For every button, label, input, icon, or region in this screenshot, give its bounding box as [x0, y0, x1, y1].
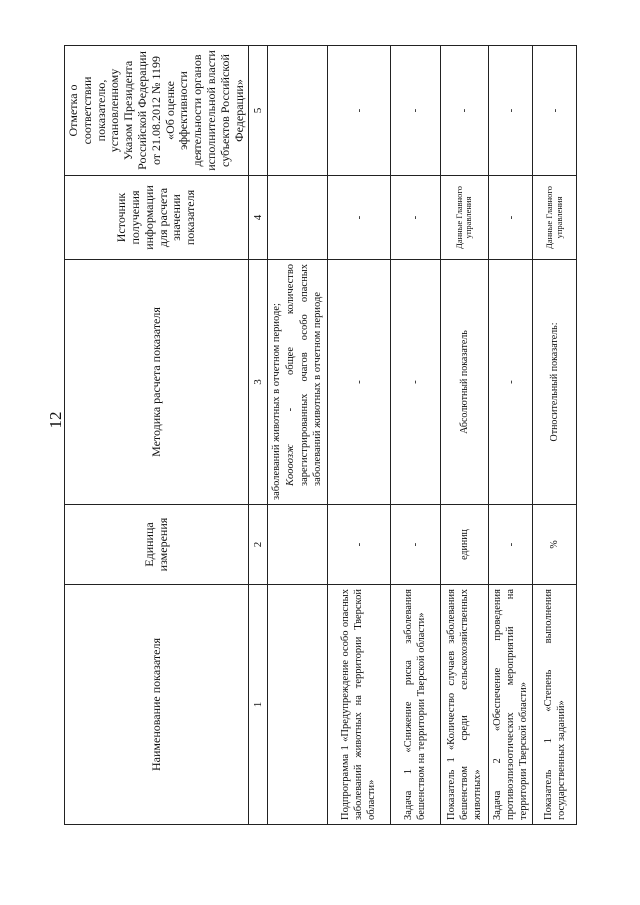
header-unit: Единица измерения: [65, 505, 249, 585]
table-row: [390, 46, 440, 825]
row-source: -: [488, 176, 532, 260]
row-unit: -: [488, 505, 532, 585]
table-row: [327, 46, 390, 825]
row-mark: -: [533, 46, 577, 176]
row-source: -: [390, 176, 440, 260]
continuation-method-cell: [268, 260, 328, 505]
column-number: 3: [249, 260, 268, 505]
column-number: 1: [249, 585, 268, 825]
column-number: 4: [249, 176, 268, 260]
page-number: 12: [46, 411, 65, 429]
formula-description: - общее количество зарегистрированных очагов особо опасных заболеваний животных в отчетном периоде: [285, 264, 324, 486]
continuation-row: [268, 46, 328, 825]
header-compliance-mark: Отметка о соответствии показателю, установленному Указом Президента Российской Федерации от 21.08.2012 № 1199 «Об оценке эффективности деятельности органов исполнительной власти субъектов Российской Федерации»: [65, 46, 249, 176]
row-method: Абсолютный показатель: [440, 260, 488, 505]
row-method: Относительный показатель:: [533, 260, 577, 505]
table-cell: [268, 505, 328, 585]
header-method: Методика расчета показателя: [65, 260, 249, 505]
column-number-row: [249, 46, 268, 825]
row-unit: -: [327, 505, 390, 585]
table-row: [440, 46, 488, 825]
row-name: Подпрограмма 1 «Предупреждение особо опасных заболеваний животных на территории Тверской области»: [327, 585, 390, 825]
table-cell: [268, 585, 328, 825]
row-name: Задача 2 «Обеспечение проведения противоэпизоотических мероприятий на территории Тверской области»: [488, 585, 532, 825]
row-unit: %: [533, 505, 577, 585]
table-cell: [268, 176, 328, 260]
table-row: [533, 46, 577, 825]
row-unit: -: [390, 505, 440, 585]
row-name: Задача 1 «Снижение риска заболевания бешенством на территории Тверской области»: [390, 585, 440, 825]
row-method: -: [488, 260, 532, 505]
header-row: [65, 46, 249, 825]
method-formula-text: [284, 264, 325, 500]
row-name: Показатель 1 «Количество случаев заболевания бешенством среди сельскохозяйственных животных»: [440, 585, 488, 825]
table-row: [488, 46, 532, 825]
column-number: 5: [249, 46, 268, 176]
row-source: Данные Главного управления: [440, 176, 488, 260]
row-name: Показатель 1 «Степень выполнения государственных заданий»: [533, 585, 577, 825]
indicator-table-sheet: [64, 46, 605, 825]
row-mark: -: [440, 46, 488, 176]
indicator-table: [64, 45, 577, 825]
header-indicator-name: Наименование показателя: [65, 585, 249, 825]
header-source: Источник получения информации для расчета значении показателя: [65, 176, 249, 260]
formula-symbol: Kooooзж: [285, 444, 296, 486]
row-mark: -: [327, 46, 390, 176]
row-source: Данные Главного управления: [533, 176, 577, 260]
table-cell: [268, 46, 328, 176]
row-method: -: [327, 260, 390, 505]
method-text: заболеваний животных в отчетном периоде;: [271, 303, 283, 500]
row-source: -: [327, 176, 390, 260]
row-method: -: [390, 260, 440, 505]
row-unit: единиц: [440, 505, 488, 585]
row-mark: -: [488, 46, 532, 176]
column-number: 2: [249, 505, 268, 585]
row-mark: -: [390, 46, 440, 176]
